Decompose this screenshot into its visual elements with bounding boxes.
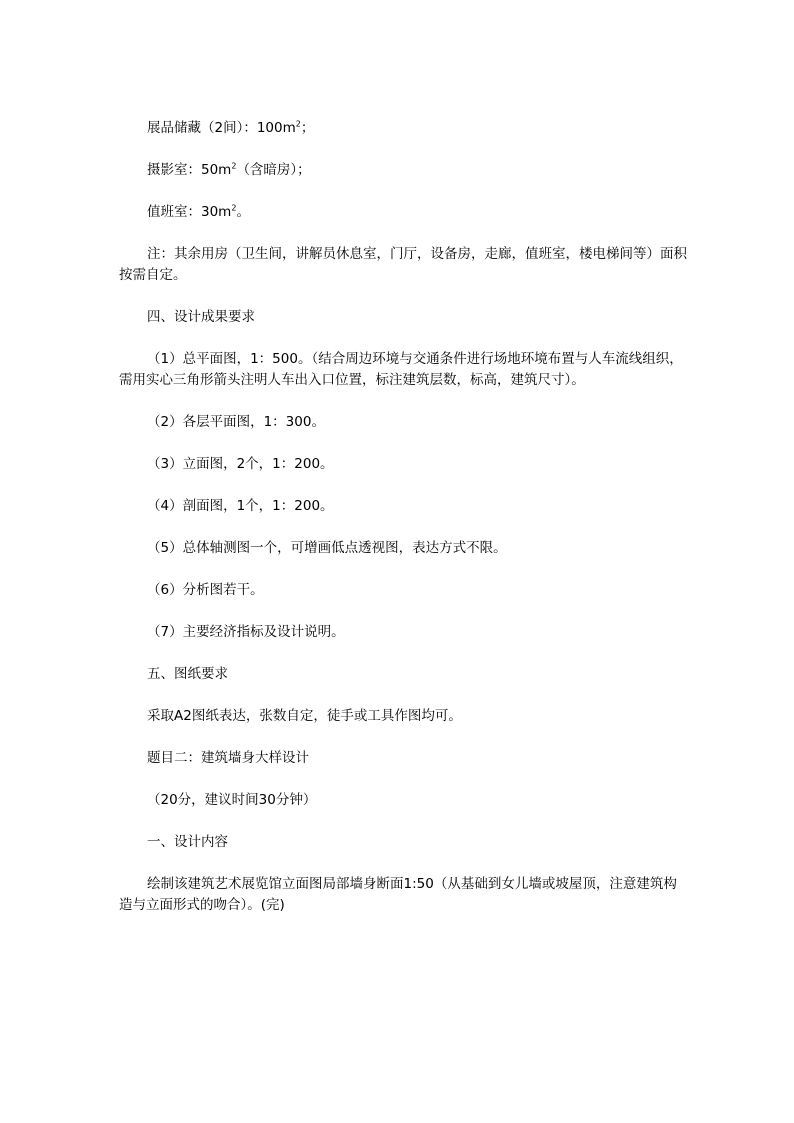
list-item: （2）各层平面图，1：300。 [147, 414, 325, 430]
superscript: 2 [231, 161, 237, 171]
text: 展品储藏（2间）：100m [147, 120, 296, 136]
section-heading: 五、图纸要求 [147, 666, 228, 682]
text: （含暗房）； [236, 162, 311, 178]
paragraph-note: 注：其余用房（卫生间，讲解员休息室，门厅，设备房，走廊，值班室，楼电梯间等）面积按需自定。 [119, 246, 687, 283]
text: 摄影室：50m [147, 162, 232, 178]
list-item: （4）剖面图，1个，1：200。 [147, 498, 334, 514]
superscript: 2 [295, 119, 301, 129]
paragraph-duty-room [119, 202, 689, 223]
text: ； [300, 120, 315, 136]
section-heading: 四、设计成果要求 [147, 309, 255, 325]
question-title: 题目二：建筑墙身大样设计 [147, 750, 309, 766]
list-item: （7）主要经济指标及设计说明。 [147, 624, 345, 640]
list-item: （5）总体轴测图一个，可增画低点透视图，表达方式不限。 [147, 540, 507, 556]
superscript: 2 [231, 203, 237, 213]
list-item: （1）总平面图，1：500。（结合周边环境与交通条件进行场地环境布置与人车流线组织，需用实心三角形箭头注明人车出入口位置，标注建筑层数，标高，建筑尺寸）。 [119, 351, 683, 388]
text: 值班室：30m [147, 204, 232, 220]
document-body [119, 118, 689, 937]
paragraph: 采取A2图纸表达，张数自定，徒手或工具作图均可。 [147, 708, 462, 724]
list-item: （6）分析图若干。 [147, 582, 264, 598]
paragraph-storage [119, 118, 689, 139]
text: 。 [236, 204, 250, 220]
list-item: （3）立面图，2个，1：200。 [147, 456, 334, 472]
paragraph-photo-room [119, 160, 689, 181]
section-heading: 一、设计内容 [147, 834, 228, 850]
paragraph: （20分，建议时间30分钟） [147, 792, 317, 808]
paragraph: 绘制该建筑艺术展览馆立面图局部墙身断面1:50（从基础到女儿墙或坡屋顶，注意建筑构造与立面形式的吻合）。(完) [119, 876, 677, 913]
